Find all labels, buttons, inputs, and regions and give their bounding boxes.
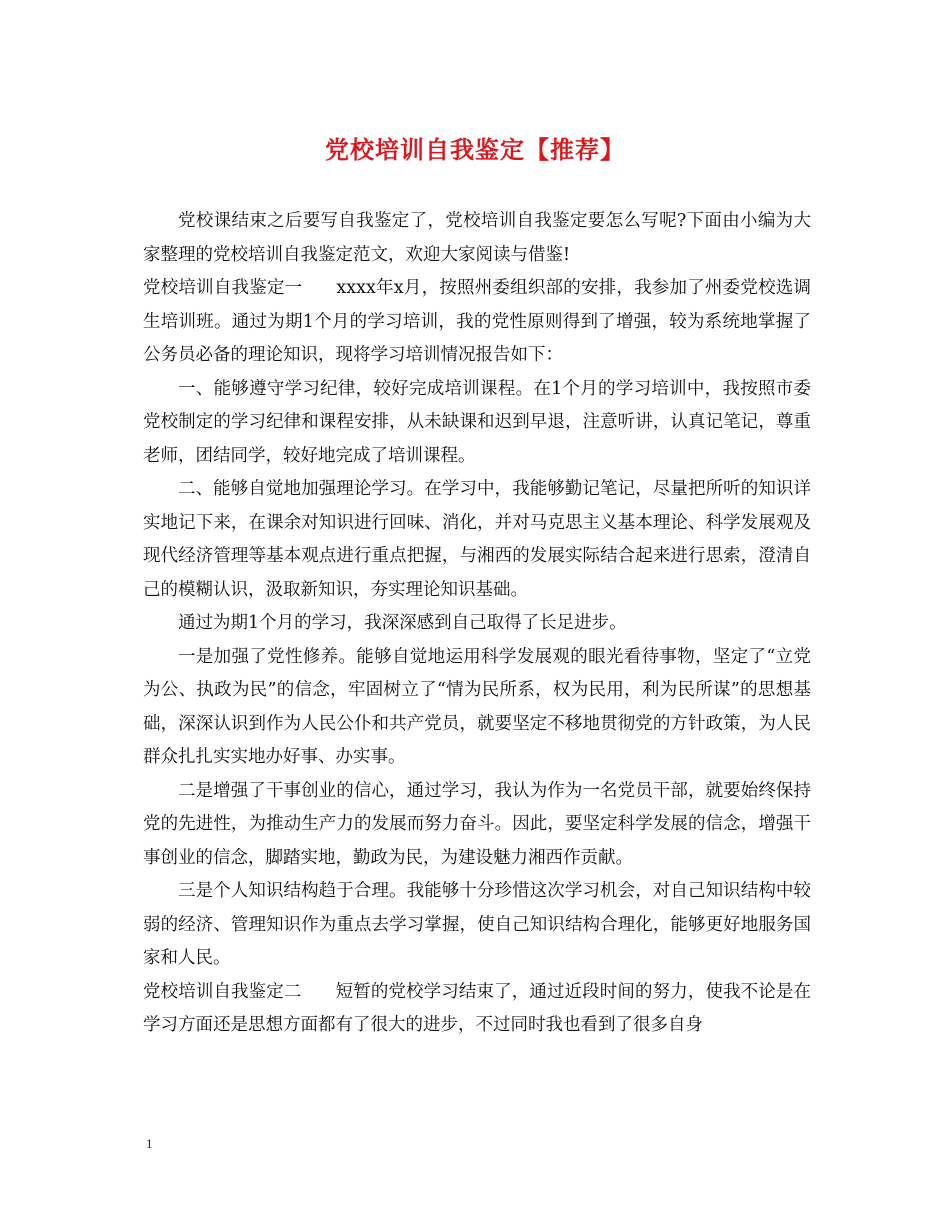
- section-one-text: xxxx年x月，按照州委组织部的安排，我参加了州委党校选调生培训班。通过为期1个月的学习培训，我的党性原则得到了增强，较为系统地掌握了公务员必备的理论知识，现将学习培训情况报告如下：: [143, 278, 811, 365]
- progress-paragraph: 通过为期1个月的学习，我深深感到自己取得了长足进步。: [178, 613, 627, 633]
- section-two-paragraph: [143, 976, 811, 1043]
- confidence-paragraph: 二是增强了干事创业的信心，通过学习，我认为作为一名党员干部，就要始终保持党的先进性，为推动生产力的发展而努力奋斗。因此，要坚定科学发展的信念，增强干事创业的信念，脚踏实地，勤政为民，为建设魅力湘西作贡献。: [143, 780, 811, 868]
- section-one-paragraph: [143, 272, 811, 373]
- point-one-paragraph: 一、能够遵守学习纪律，较好完成培训课程。在1个月的学习培训中，我按照市委党校制定的学习纪律和课程安排，从未缺课和迟到早退，注意听讲，认真记笔记，尊重老师，团结同学，较好地完成了培训课程。: [143, 378, 811, 466]
- document-body: [143, 205, 811, 1043]
- page-number: 1: [146, 1136, 153, 1151]
- point-two-paragraph: 二、能够自觉地加强理论学习。在学习中，我能够勤记笔记，尽量把所听的知识详实地记下来，在课余对知识进行回味、消化，并对马克思主义基本理论、科学发展观及现代经济管理等基本观点进行重点把握，与湘西的发展实际结合起来进行思索，澄清自己的模糊认识，汲取新知识，夯实理论知识基础。: [143, 479, 811, 600]
- knowledge-structure-paragraph: 三是个人知识结构趋于合理。我能够十分珍惜这次学习机会，对自己知识结构中较弱的经济、管理知识作为重点去学习掌握，使自己知识结构合理化，能够更好地服务国家和人民。: [143, 881, 811, 968]
- document-title: 党校培训自我鉴定【推荐】: [325, 135, 625, 164]
- intro-paragraph: 党校课结束之后要写自我鉴定了，党校培训自我鉴定要怎么写呢?下面由小编为大家整理的党校培训自我鉴定范文，欢迎大家阅读与借鉴!: [143, 211, 811, 265]
- party-spirit-paragraph: 一是加强了党性修养。能够自觉地运用科学发展观的眼光看待事物，坚定了“立党为公、执政为民”的信念，牢固树立了“情为民所系，权为民用，利为民所谋”的思想基础，深深认识到作为人民公仆和共产党员，就要坚定不移地贯彻党的方针政策，为人民群众扎扎实实地办好事、办实事。: [143, 646, 811, 767]
- section-two-heading: 党校培训自我鉴定二: [143, 981, 302, 1002]
- section-two-text: 短暂的党校学习结束了，通过近段时间的努力，使我不论是在学习方面还是思想方面都有了很大的进步，不过同时我也看到了很多自身: [143, 981, 811, 1035]
- section-one-heading: 党校培训自我鉴定一: [143, 278, 303, 298]
